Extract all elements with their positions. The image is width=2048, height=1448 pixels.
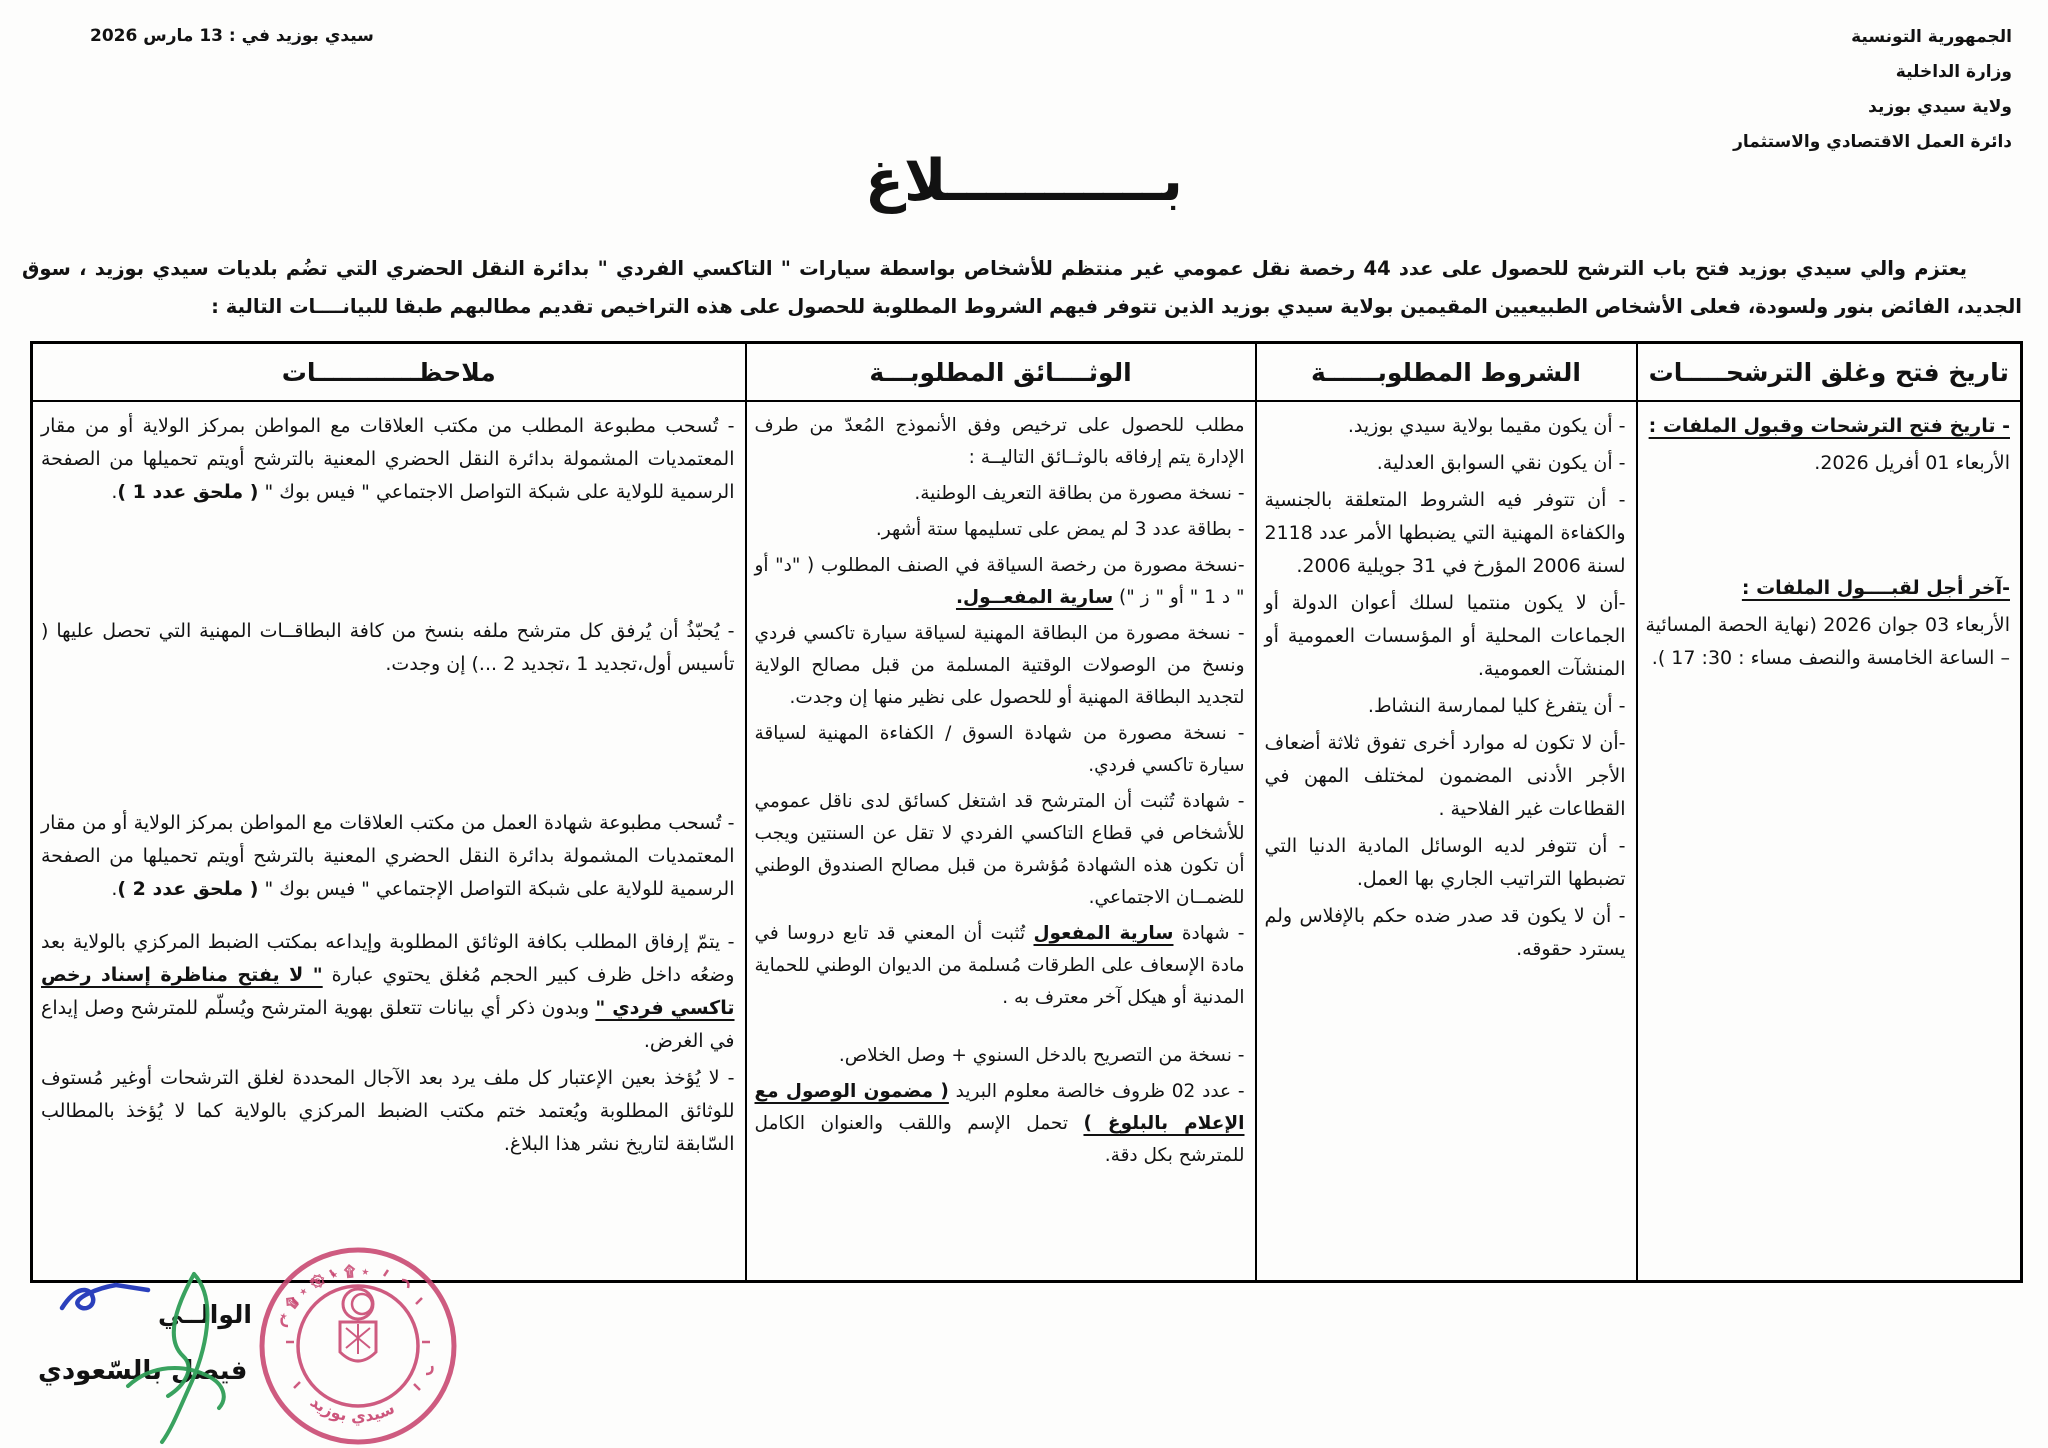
signature-title: الوالــي [158, 1300, 252, 1329]
cell-paragraph: - أن تتوفر فيه الشروط المتعلقة بالجنسية والكفاءة المهنية التي يضبطها الأمر عدد 2118 لسنة 2006 المؤرخ في 31 جويلية 2006. [1264, 489, 1626, 577]
table-cell-dates [1637, 401, 2022, 1282]
cell-paragraph: الأربعاء 03 جوان 2026 (نهاية الحصة المسائية – الساعة الخامسة والنصف مساء : 30: 17 ). [1645, 614, 2010, 669]
cell-paragraph: - تاريخ فتح الترشحات وقبول الملفات : [1648, 415, 2010, 437]
cell-paragraph: - أن لا يكون قد صدر ضده حكم بالإفلاس ولم يسترد حقوقه. [1264, 905, 1626, 960]
cell-paragraph: -أن لا تكون له موارد أخرى تفوق ثلاثة أضعاف الأجر الأدنى المضمون لمختلف المهن في القطاعات غير الفلاحية . [1264, 732, 1626, 820]
agency-line-department: دائرة العمل الاقتصادي والاستثمار [1733, 132, 2012, 152]
cell-paragraph: الأربعاء 01 أفريل 2026. [1814, 452, 2010, 474]
cell-paragraph: - أن يكون مقيما بولاية سيدي بوزيد. [1347, 415, 1626, 437]
page-title: بـــــــــــلاغ [865, 148, 1183, 214]
stamp-bottom-text: سيدي بوزيد [306, 1391, 398, 1426]
agency-header [1733, 20, 2012, 160]
cell-paragraph: -أن لا يكون منتميا لسلك أعوان الدولة أو الجماعات المحلية أو المؤسسات العمومية أو المنشآت العمومية. [1264, 592, 1626, 680]
cell-paragraph: - أن يكون نقي السوابق العدلية. [1376, 452, 1626, 474]
cell-paragraph: - أن يتفرغ كليا لممارسة النشاط. [1367, 695, 1626, 717]
table-header-row [32, 343, 2022, 402]
cell-paragraph: - أن تتوفر لديه الوسائل المادية الدنيا التي تضبطها التراتيب الجاري بها العمل. [1264, 835, 1626, 890]
cell-paragraph: - يتمّ إرفاق المطلب بكافة الوثائق المطلوبة وإيداعه بمكتب الضبط المركزي بالولاية بعد وضعُه داخل ظرف كبير الحجم مُغلق يحتوي عبارة " لا يفتح مناظرة إسناد رخص تاكسي فردي " وبدون ذكر أي بيانات تتعلق بهوية المترشح ويُسلّم للمترشح وصل إيداع في الغرض. [41, 931, 735, 1052]
table-header-notes: ملاحظــــــــــــات [32, 343, 746, 402]
table-cell-notes [32, 401, 746, 1282]
date-line: سيدي بوزيد في : 13 مارس 2026 [90, 26, 374, 46]
cell-paragraph: - نسخة مصورة من البطاقة المهنية لسياقة سيارة تاكسي فردي ونسخ من الوصولات الوقتية المسلمة من قبل مصالح الولاية لتجديد البطاقة المهنية أو للحصول على نظير منها إن وجدت. [754, 623, 1245, 708]
official-stamp [252, 1246, 464, 1448]
table-header-documents: الوثــــائق المطلوبـــة [746, 343, 1256, 402]
agency-line-governorate: ولاية سيدي بوزيد [1868, 97, 2012, 117]
table-cell-conditions [1256, 401, 1637, 1282]
cell-paragraph: مطلب للحصول على ترخيص وفق الأنموذج المُعدّ من طرف الإدارة يتم إرفاقه بالوثــائق التاليــة : [754, 415, 1245, 468]
cell-paragraph: - نسخة مصورة من شهادة السوق / الكفاءة المهنية لسياقة سيارة تاكسي فردي. [754, 723, 1245, 776]
cell-paragraph: - تُسحب مطبوعة المطلب من مكتب العلاقات مع المواطن بمركز الولاية أو من مقار المعتمديات المشمولة بدائرة النقل الحضري المعنية بالترشح أويتم تحميلها من الصفحة الرسمية للولاية على شبكة التواصل الاجتماعي " فيس بوك " ( ملحق عدد 1 ). [41, 415, 735, 503]
tunisia-emblem-icon [340, 1289, 376, 1361]
cell-paragraph: - لا يُؤخذ بعين الإعتبار كل ملف يرد بعد الآجال المحددة لغلق الترشحات أوغير مُستوف للوثائق المطلوبة ويُعتمد ختم مكتب الضبط المركزي بالولاية كما لا يُؤخذ بالمطالب السّابقة لتاريخ نشر هذا البلاغ. [41, 1067, 735, 1155]
table-header-dates: تاريخ فتح وغلق الترشحـــــات [1637, 343, 2022, 402]
cell-paragraph: - شهادة تُثبت أن المترشح قد اشتغل كسائق لدى ناقل عمومي للأشخاص في قطاع التاكسي الفردي لا تقل عن السنتين ويجب أن تكون هذه الشهادة مُؤشرة من قبل مصالح الصندوق الوطني للضمــان الاجتماعي. [754, 791, 1245, 908]
intro-paragraph: يعتزم والي سيدي بوزيد فتح باب الترشح للحصول على عدد 44 رخصة نقل عمومي غير منتظم للأشخاص بواسطة سيارات " التاكسي الفردي " بدائرة النقل الحضري التي تضُم بلديات سيدي بوزيد ، سوق الجديد، الفائض بنور ولسودة، فعلى الأشخاص الطبيعيين المقيمين بولاية سيدي بوزيد الذين تتوفر فيهم الشروط المطلوبة للحصول على هذه التراخيص تقديم مطالبهم طبقا للبيانــــات التالية : [22, 257, 2022, 318]
signature-name: فيصل بالسّعودي [38, 1356, 248, 1386]
cell-paragraph: -نسخة مصورة من رخصة السياقة في الصنف المطلوب ( "د" أو " د 1 " أو " ز ") سارية المفعــول. [754, 555, 1245, 608]
table-header-conditions: الشروط المطلوبــــــة [1256, 343, 1637, 402]
cell-paragraph: -آخر أجل لقبــــول الملفات : [1741, 577, 2010, 599]
table-cell-documents [746, 401, 1256, 1282]
cell-paragraph: - بطاقة عدد 3 لم يمض على تسليمها ستة أشهر. [875, 519, 1245, 540]
cell-paragraph: - تُسحب مطبوعة شهادة العمل من مكتب العلاقات مع المواطن بمركز الولاية أو من مقار المعتمديات المشمولة بدائرة النقل الحضري المعنية بالترشح أويتم تحميلها من الصفحة الرسمية للولاية على شبكة التواصل الإجتماعي " فيس بوك " ( ملحق عدد 2 ). [41, 812, 735, 900]
cell-paragraph: - عدد 02 ظروف خالصة معلوم البريد ( مضمون الوصول مع الإعلام بالبلوغ ) تحمل الإسم واللقب والعنوان الكامل للمترشح بكل دقة. [754, 1081, 1245, 1166]
signature-scribble [76, 1268, 276, 1448]
cell-paragraph: - يُحبّذُ أن يُرفق كل مترشح ملفه بنسخ من كافة البطاقــات المهنية التي تحصل عليها ( تأسيس أول،تجديد 1 ،تجديد 2 ...) إن وجدت. [41, 620, 735, 675]
announcement-table [30, 341, 2023, 1283]
agency-line-ministry: وزارة الداخلية [1895, 62, 2012, 82]
cell-paragraph: - نسخة مصورة من بطاقة التعريف الوطنية. [914, 483, 1245, 504]
cell-paragraph: - شهادة سارية المفعول تُثبت أن المعني قد تابع دروسا في مادة الإسعاف على الطرقات مُسلمة من الديوان الوطني للحماية المدنية أو هيكل آخر معترف به . [754, 923, 1245, 1008]
agency-line-republic: الجمهورية التونسية [1851, 27, 2012, 47]
cell-paragraph: - نسخة من التصريح بالدخل السنوي + وصل الخلاص. [838, 1045, 1245, 1066]
stamp-arc-text-top: ٭ ۩ ٭ ۞ ٭ ۩ ٭ [273, 1261, 371, 1324]
table-body-row [32, 401, 2022, 1282]
